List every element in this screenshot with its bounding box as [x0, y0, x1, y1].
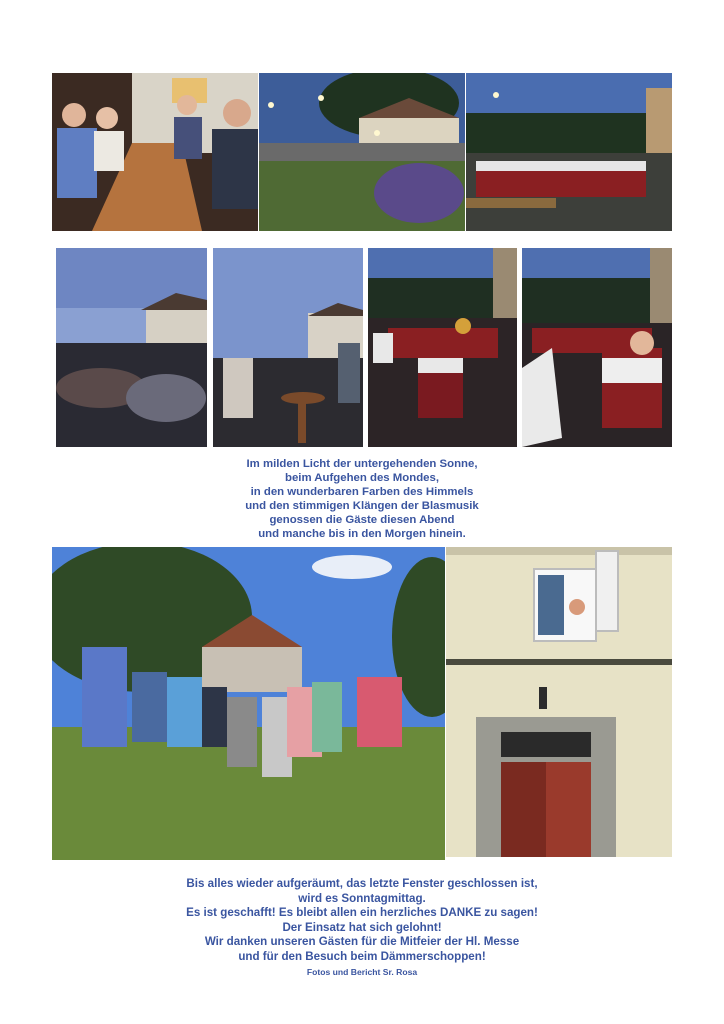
photo-window-building: [446, 547, 672, 857]
caption-evening-text: [0, 457, 724, 541]
caption-line: Wir danken unseren Gästen für die Mitfeier der Hl. Messe: [204, 935, 520, 949]
caption-thanks-text: [0, 877, 724, 965]
caption-line: und den stimmigen Klängen der Blasmusik: [245, 500, 479, 512]
caption-line: in den wunderbaren Farben des Himmels: [250, 486, 474, 498]
caption-line: Bis alles wieder aufgeräumt, das letzte Fenster geschlossen ist,: [186, 877, 538, 890]
photo-band-outdoors-dusk: [466, 73, 672, 231]
caption-line: genossen die Gäste diesen Abend: [269, 514, 455, 526]
caption-line: Im milden Licht der untergehenden Sonne,: [246, 458, 478, 470]
photo-guests-at-table: [52, 73, 258, 231]
photo-guests-standing-tables: [213, 248, 363, 447]
photo-credit: Fotos und Bericht Sr. Rosa: [306, 967, 418, 977]
photo-brass-band-trumpets: [368, 248, 517, 447]
caption-line: und für den Besuch beim Dämmerschoppen!: [238, 949, 486, 963]
photo-crowd-at-dusk: [56, 248, 207, 447]
photo-group-helpers: [52, 547, 445, 860]
photo-band-sheet-music: [522, 248, 672, 447]
caption-line: beim Aufgehen des Mondes,: [284, 472, 439, 484]
caption-line: wird es Sonntagmittag.: [298, 891, 426, 905]
caption-line: Es ist geschafft! Es bleibt allen ein herzliches DANKE zu sagen!: [186, 906, 538, 920]
photo-illuminated-garden: [259, 73, 465, 231]
caption-line: und manche bis in den Morgen hinein.: [258, 528, 466, 540]
caption-line: Der Einsatz hat sich gelohnt!: [282, 920, 442, 934]
